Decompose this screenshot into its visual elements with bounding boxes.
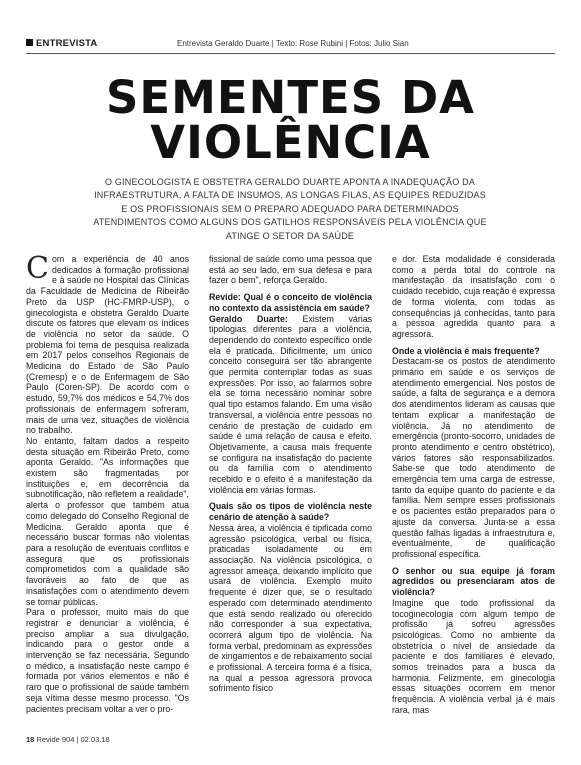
square-bullet-icon — [26, 39, 33, 46]
column-3 — [392, 254, 555, 740]
paragraph: Para o professor, muito mais do que registrar e denunciar a violência, é preciso ampliar a sua divulgação, indicando para o gestor onde a intervenção se faz necessária. Segundo o médico, a insatisfação neste campo é formada por vários elementos e não é raro que o profissional de saúde também seja vítima desse mesmo processo. "Os pacientes precisam voltar a ver o pro- — [26, 607, 189, 714]
article-body — [26, 254, 555, 740]
interview-answer: Nessa área, a violência é tipificada como agressão psicológica, verbal ou física, praticadas isoladamente ou em associação. Na violência psicológica, o agressor ameaça, deixando implícito que usará de violência. Exemplo muito frequente é dizer que, se o resultado esperado com determinado atendimento que está sendo realizado ou oferecido não corresponder à sua expectativa, ocorrerá algum tipo de violência. Na forma verbal, predominam as expressões de xingamentos e de rebaixamento social e profissional. A terceira forma é a física, na qual a pessoa agressora provoca sofrimento físico — [209, 522, 372, 694]
page-number: 18 — [26, 735, 35, 744]
paragraph: om a experiência de 40 anos dedicados à formação profissional e à saúde no Hospital das Clínicas da Faculdade de Medicina de Ribeirão Preto da USP (HC-FMRP-USP), o ginecologista e obstetra Geraldo Duarte discute os fatores que elevam os índices de violência no setor da saúde. O problema foi tema de pesquisa realizada em 2017 pelos conselhos Regionais de Medicina do Estado de São Paulo (Cremesp) e o de Enfermagem de São Paulo (Coren-SP). De acordo com o estudo, 59,7% dos médicos e 54,7% dos profissionais de enfermagem sofreram, mais de uma vez, situações de violência no trabalho. — [26, 254, 189, 436]
interview-question: Onde a violência é mais frequente? — [392, 345, 540, 356]
page-footer: 18 Revide 904 | 02.03.18 — [26, 735, 110, 744]
interview-question: Quais são os tipos de violência neste cenário de atenção à saúde? — [209, 501, 372, 523]
section-tag — [26, 38, 97, 49]
paragraph: fissional de saúde como uma pessoa que está ao seu lado, em sua defesa e para fazer o bem", reforça Geraldo. — [209, 254, 372, 286]
section-label: ENTREVISTA — [36, 38, 98, 49]
page-header — [26, 37, 555, 54]
headline-line-1: SEMENTES DA — [105, 71, 476, 124]
issue-date: 02.03.18 — [80, 735, 110, 744]
headline-line-2: VIOLÊNCIA — [150, 116, 431, 169]
article-credits: Entrevista Geraldo Duarte | Texto: Rose Rubini | Fotos: Julio Sian — [177, 39, 409, 48]
magazine-name: Revide 904 — [36, 735, 75, 744]
answer-speaker-label: Geraldo Duarte: — [209, 313, 288, 324]
column-1 — [26, 254, 189, 740]
interview-question: Revide: Qual é o conceito de violência no contexto da assistência em saúde? — [209, 292, 372, 313]
lead-paragraph: O GINECOLOGISTA E OBSTETRA GERALDO DUARTE APONTA A INADEQUAÇÃO DA INFRAESTRUTURA, A FALTA DE INSUMOS, AS LONGAS FILAS, AS EQUIPES REDUZIDAS E OS PROFISSIONAIS SEM O PREPARO ADEQUADO PARA DETERMINADOS ATENDIMENTOS COMO ALGUNS DOS GATILHOS RESPONSÁVEIS PELA VIOLÊNCIA QUE ATINGE O SETOR DA SAÚDE — [93, 177, 487, 241]
paragraph: No entanto, faltam dados a respeito desta situação em Ribeirão Preto, como aponta Geraldo. "As informações que existem são fragmentadas por instituições e, em decorrência da subnotificação, não refletem a realidade", alerta o professor que também atua como delegado do Conselho Regional de Medicina. Geraldo aponta que é necessário buscar formas não violentas para a resolução de eventuais conflitos e assegura que os profissionais comprometidos com a qualidade são favoráveis ao fato de que as insatisfações com o atendimento devem se tornar públicas. — [26, 435, 189, 607]
interview-answer: Destacam-se os postos de atendimento primário em saúde e os serviços de atendimento emergencial. Nos postos de saúde, a falta de segurança e a demora dos atendimentos lideram as causas que tentam explicar a manifestação de violência. Já no atendimento de emergência (pronto-socorro, unidades de pronto atendimento e centro obstétrico), vários fatores são responsabilizados. Sabe-se que todo atendimento de emergência tem uma carga de estresse, tanto da equipe quanto do paciente e da família. Nem sempre esses profissionais e os pacientes estão preparados para o ajuste da conversa. Junta-se a essa questão falhas ligadas à infraestrutura e, eventualmente, de qualificação profissional específica. — [392, 356, 555, 559]
interview-question: O senhor ou sua equipe já foram agredidos ou presenciaram atos de violência? — [392, 565, 555, 598]
interview-answer: Existem várias tipologias diferentes para a violência, dependendo do contexto específico onde ela é praticada. Dificilmente, um único conceito conseguirá ser tão abrangente que permita contemplar todas as suas expressões. Por isso, ao falarmos sobre ela se torna necessário nominar sobre qual tipo estamos falando. Em uma visão transversal, a violência entre pessoas no cenário de prestação de cuidado em saúde é uma relação de causa e efeito. Objetivamente, a causa mais frequente se configura na insatisfação do paciente ou da família com o atendimento recebido e o efeito é a manifestação da violência em várias formas. — [209, 313, 372, 495]
interview-answer: Imagine que todo profissional da tocoginecologia com algum tempo de profissão já sofreu agressões psicológicas. Como no ambiente da obstetrícia o nível de ansiedade da paciente e dos familiares é elevado, somos treinados para a busca da harmonia. Felizmente, em ginecologia essas situações ocorrem em menor frequência. A violência verbal já é mais rara, mas — [392, 597, 555, 715]
drop-cap: C — [26, 254, 49, 286]
paragraph: e dor. Esta modalidade é considerada como a perda total do controle na manifestação da insatisfação com o cuidado recebido, cuja reação é expressa de forma violenta, com todas as consequências já conhecidas, tanto para a pessoa agredida quanto para a agressora. — [392, 254, 555, 339]
column-2 — [209, 254, 372, 740]
